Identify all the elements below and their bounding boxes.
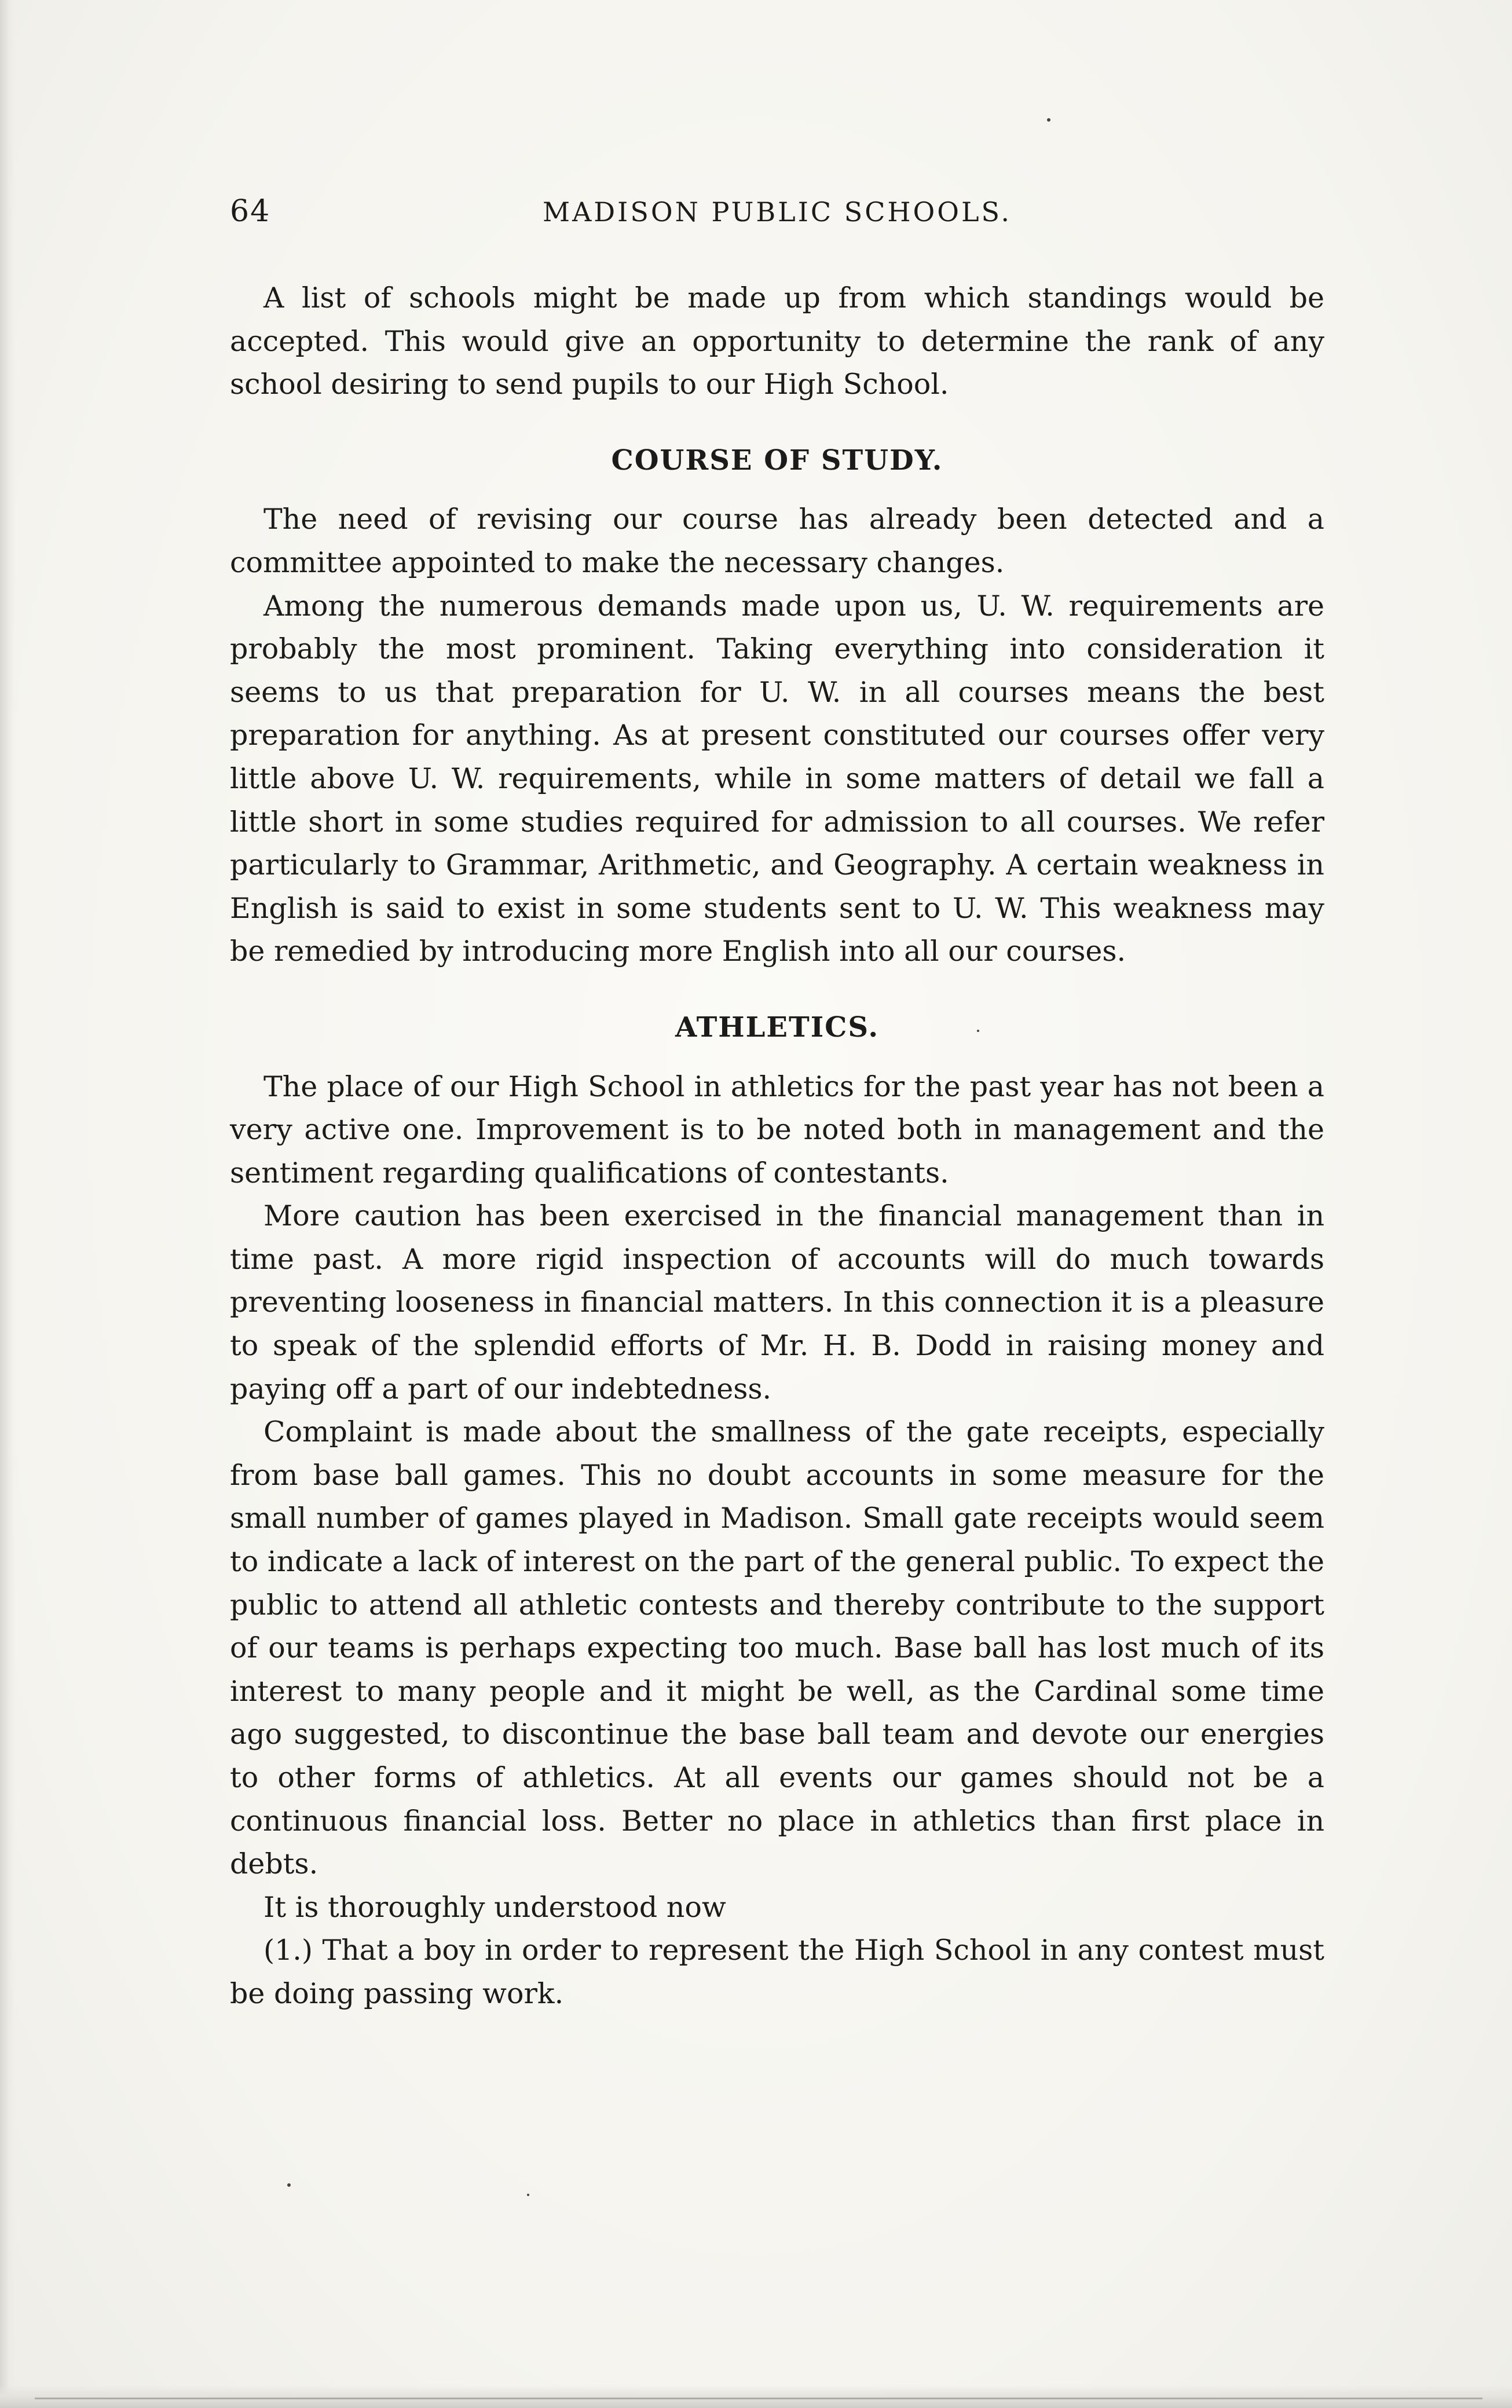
ink-speck [1047, 118, 1050, 122]
page-header [230, 194, 1324, 240]
course-paragraph-1: The need of revising our course has already been detected and a committee appointed to make the necessary changes. [230, 503, 1324, 579]
course-of-study-heading: COURSE OF STUDY. [611, 444, 943, 477]
running-title: MADISON PUBLIC SCHOOLS. [542, 196, 1012, 228]
athletics-paragraph-4: It is thoroughly understood now [263, 1890, 726, 1924]
athletics-paragraph-1: The place of our High School in athletics for the past year has not been a very active one. Improvement is to be noted both in management and the sentiment regarding qualifications of contestants. [230, 1070, 1324, 1190]
page-bottom-edge [0, 2385, 1512, 2408]
course-paragraph-2: Among the numerous demands made upon us, U. W. requirements are probably the most prominent. Taking everything into consideration it seems to us that preparation for U. W. in all courses means the best preparation for anything. As at present constituted our courses offer very little above U. W. requirements, while in some matters of detail we fall a little short in some studies required for admission to all courses. We refer particularly to Grammar, Arithmetic, and Geography. A certain weakness in English is said to exist in some students sent to U. W. This weakness may be remedied by introducing more English into all our courses. [230, 589, 1324, 968]
ink-speck [527, 2194, 529, 2196]
athletics-paragraph-5: (1.) That a boy in order to represent the High School in any contest must be doing passing work. [230, 1934, 1324, 2010]
athletics-heading: ATHLETICS. [675, 1011, 880, 1044]
athletics-paragraph-2: More caution has been exercised in the financial management than in time past. A more rigid inspection of accounts will do much towards preventing looseness in financial matters. In this connection it is a pleasure to speak of the splendid efforts of Mr. H. B. Dodd in raising money and paying off a part of our indebtedness. [230, 1199, 1324, 1406]
athletics-paragraph-3: Complaint is made about the smallness of the gate receipts, especially from base ball games. This no doubt accounts in some measure for the small number of games played in Madison. Small gate receipts would seem to indicate a lack of interest on the part of the general public. To expect the public to attend all athletic contests and thereby contribute to the support of our teams is perhaps expecting too much. Base ball has lost much of its interest to many people and it might be well, as the Cardinal some time ago suggested, to discontinue the base ball team and devote our energies to other forms of athletics. At all events our games should not be a continuous financial loss. Better no place in athletics than first place in debts. [230, 1415, 1324, 1881]
page-body [230, 277, 1324, 2016]
intro-paragraph: A list of schools might be made up from which standings would be accepted. This would give an opportunity to determine the rank of any school desiring to send pupils to our High School. [230, 281, 1324, 401]
ink-speck [287, 2183, 291, 2187]
scan-artifact-line [35, 2398, 1482, 2399]
page-binding-edge [0, 0, 15, 2408]
page-number: 64 [230, 194, 271, 229]
